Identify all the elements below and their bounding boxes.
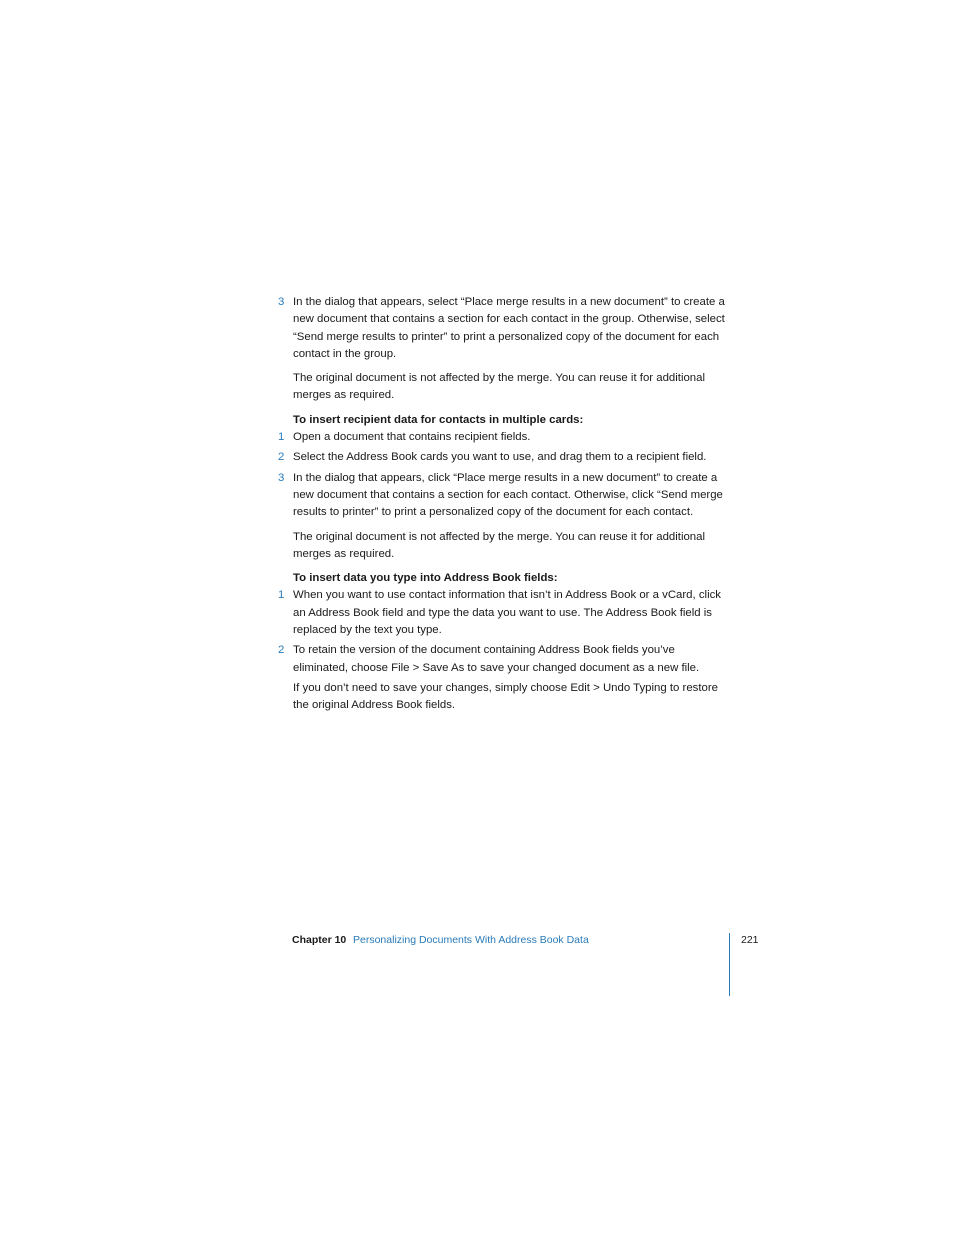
step-open-document: [276, 429, 732, 446]
section-heading-multiple-cards: To insert recipient data for contacts in multiple cards:: [293, 413, 584, 426]
step-place-merge-contacts: [276, 470, 732, 522]
step-text: Open a document that contains recipient fields.: [293, 431, 531, 444]
step-place-merge-group: [276, 294, 732, 363]
page-number: 221: [741, 934, 759, 946]
step-save-as: [276, 642, 732, 677]
step-click-field-type: [276, 587, 732, 639]
step-number: 1: [278, 431, 285, 444]
step-number: 3: [278, 296, 285, 308]
step-text: When you want to use contact information that isn’t in Address Book or a vCard, click an Address Book field and type the data you want to use. The Address Book field is replaced by the text you type.: [293, 589, 721, 637]
note-original-unaffected: The original document is not affected by the merge. You can reuse it for additional merges as required.: [293, 372, 706, 402]
footer-divider: [729, 933, 730, 996]
step-select-cards: [276, 449, 732, 466]
step-number: 3: [278, 471, 285, 484]
step-number: 2: [278, 644, 285, 657]
step-number: 1: [278, 589, 285, 602]
footer-chapter-label: Chapter 10: [292, 934, 347, 946]
step-text: Select the Address Book cards you want to use, and drag them to a recipient field.: [293, 451, 707, 464]
step-text: To retain the version of the document containing Address Book fields you’ve eliminated, choose File > Save As to save your changed document as a new file.: [293, 644, 700, 674]
note-original-unaffected-2: The original document is not affected by the merge. You can reuse it for additional merges as required.: [293, 530, 706, 560]
section-heading-typed-data: To insert data you type into Address Book fields:: [293, 572, 558, 585]
step-number: 2: [278, 451, 285, 464]
footer-chapter-title: Personalizing Documents With Address Book Data: [353, 934, 589, 946]
step-text: In the dialog that appears, select “Place merge results in a new document” to create a new document that contains a section for each contact in the group. Otherwise, select “Send merge results to printer” to print a personalized copy of the document for each contact in the group.: [293, 296, 725, 360]
note-undo-typing: If you don’t need to save your changes, simply choose Edit > Undo Typing to restore the original Address Book fields.: [293, 681, 718, 712]
step-text: In the dialog that appears, click “Place merge results in a new document” to create a new document that contains a section for each contact. Otherwise, click “Send merge results to printer” to print a personalized copy of the document for each contact.: [293, 471, 723, 519]
page-body: [276, 294, 732, 715]
